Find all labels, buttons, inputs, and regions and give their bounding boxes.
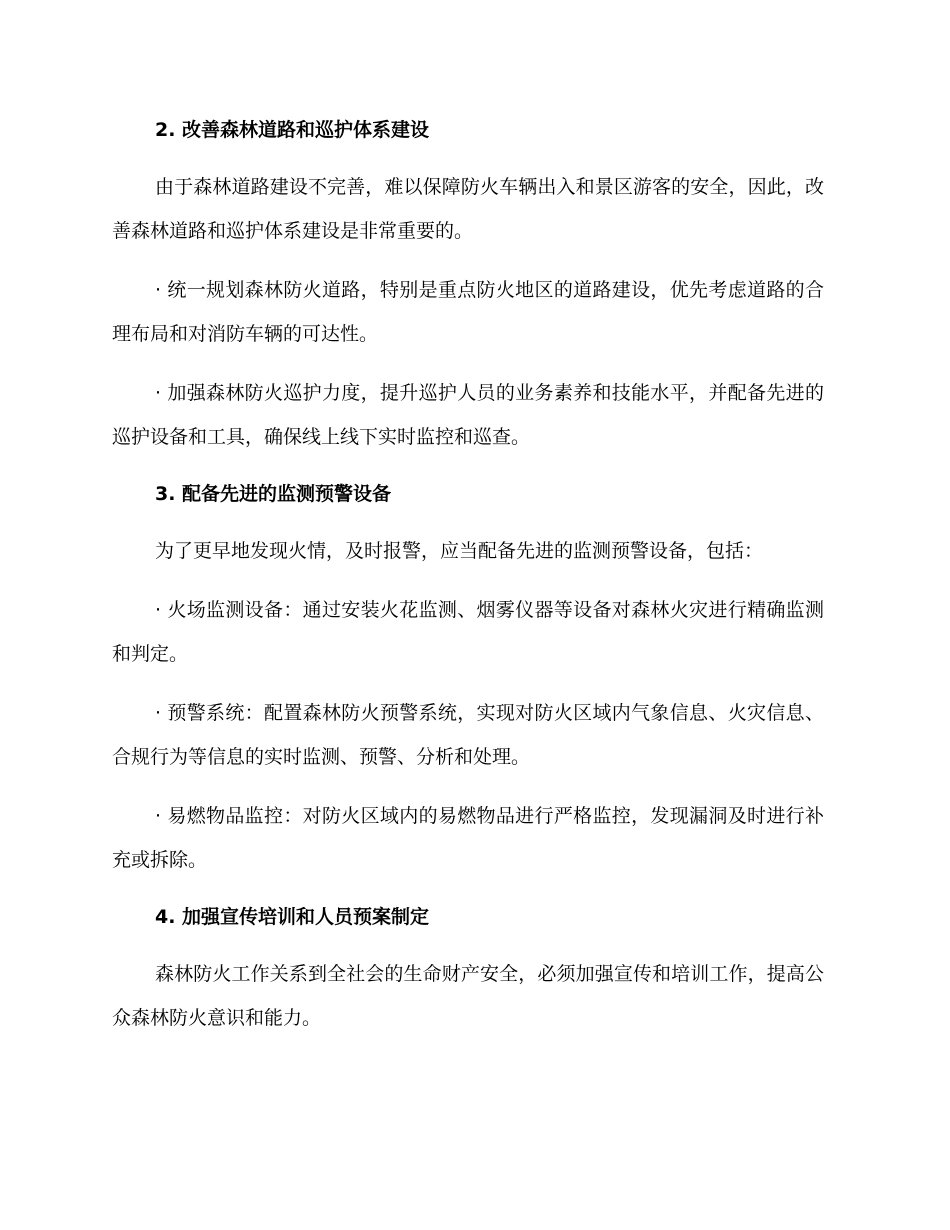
paragraph: 由于森林道路建设不完善，难以保障防火车辆出入和景区游客的安全，因此，改善森林道路和巡护体系建设是非常重要的。 [112, 176, 824, 242]
document-body [112, 110, 824, 1055]
bullet-item: · 易燃物品监控：对防火区域内的易燃物品进行严格监控，发现漏洞及时进行补充或拆除。 [112, 805, 824, 871]
bullet-item: · 统一规划森林防火道路，特别是重点防火地区的道路建设，优先考虑道路的合理布局和对消防车辆的可达性。 [112, 279, 824, 345]
section-heading-4: 4. 加强宣传培训和人员预案制定 [155, 906, 430, 928]
bullet-item: · 预警系统：配置森林防火预警系统，实现对防火区域内气象信息、火灾信息、合规行为等信息的实时监测、预警、分析和处理。 [112, 702, 824, 768]
paragraph: 为了更早地发现火情，及时报警，应当配备先进的监测预警设备，包括： [155, 540, 764, 562]
bullet-item: · 加强森林防火巡护力度，提升巡护人员的业务素养和技能水平，并配备先进的巡护设备和工具，确保线上线下实时监控和巡查。 [112, 382, 824, 448]
bullet-item: · 火场监测设备：通过安装火花监测、烟雾仪器等设备对森林火灾进行精确监测和判定。 [112, 599, 824, 665]
section-heading-3: 3. 配备先进的监测预警设备 [155, 483, 392, 505]
paragraph: 森林防火工作关系到全社会的生命财产安全，必须加强宣传和培训工作，提高公众森林防火意识和能力。 [112, 963, 824, 1029]
section-heading-2: 2. 改善森林道路和巡护体系建设 [155, 119, 430, 141]
